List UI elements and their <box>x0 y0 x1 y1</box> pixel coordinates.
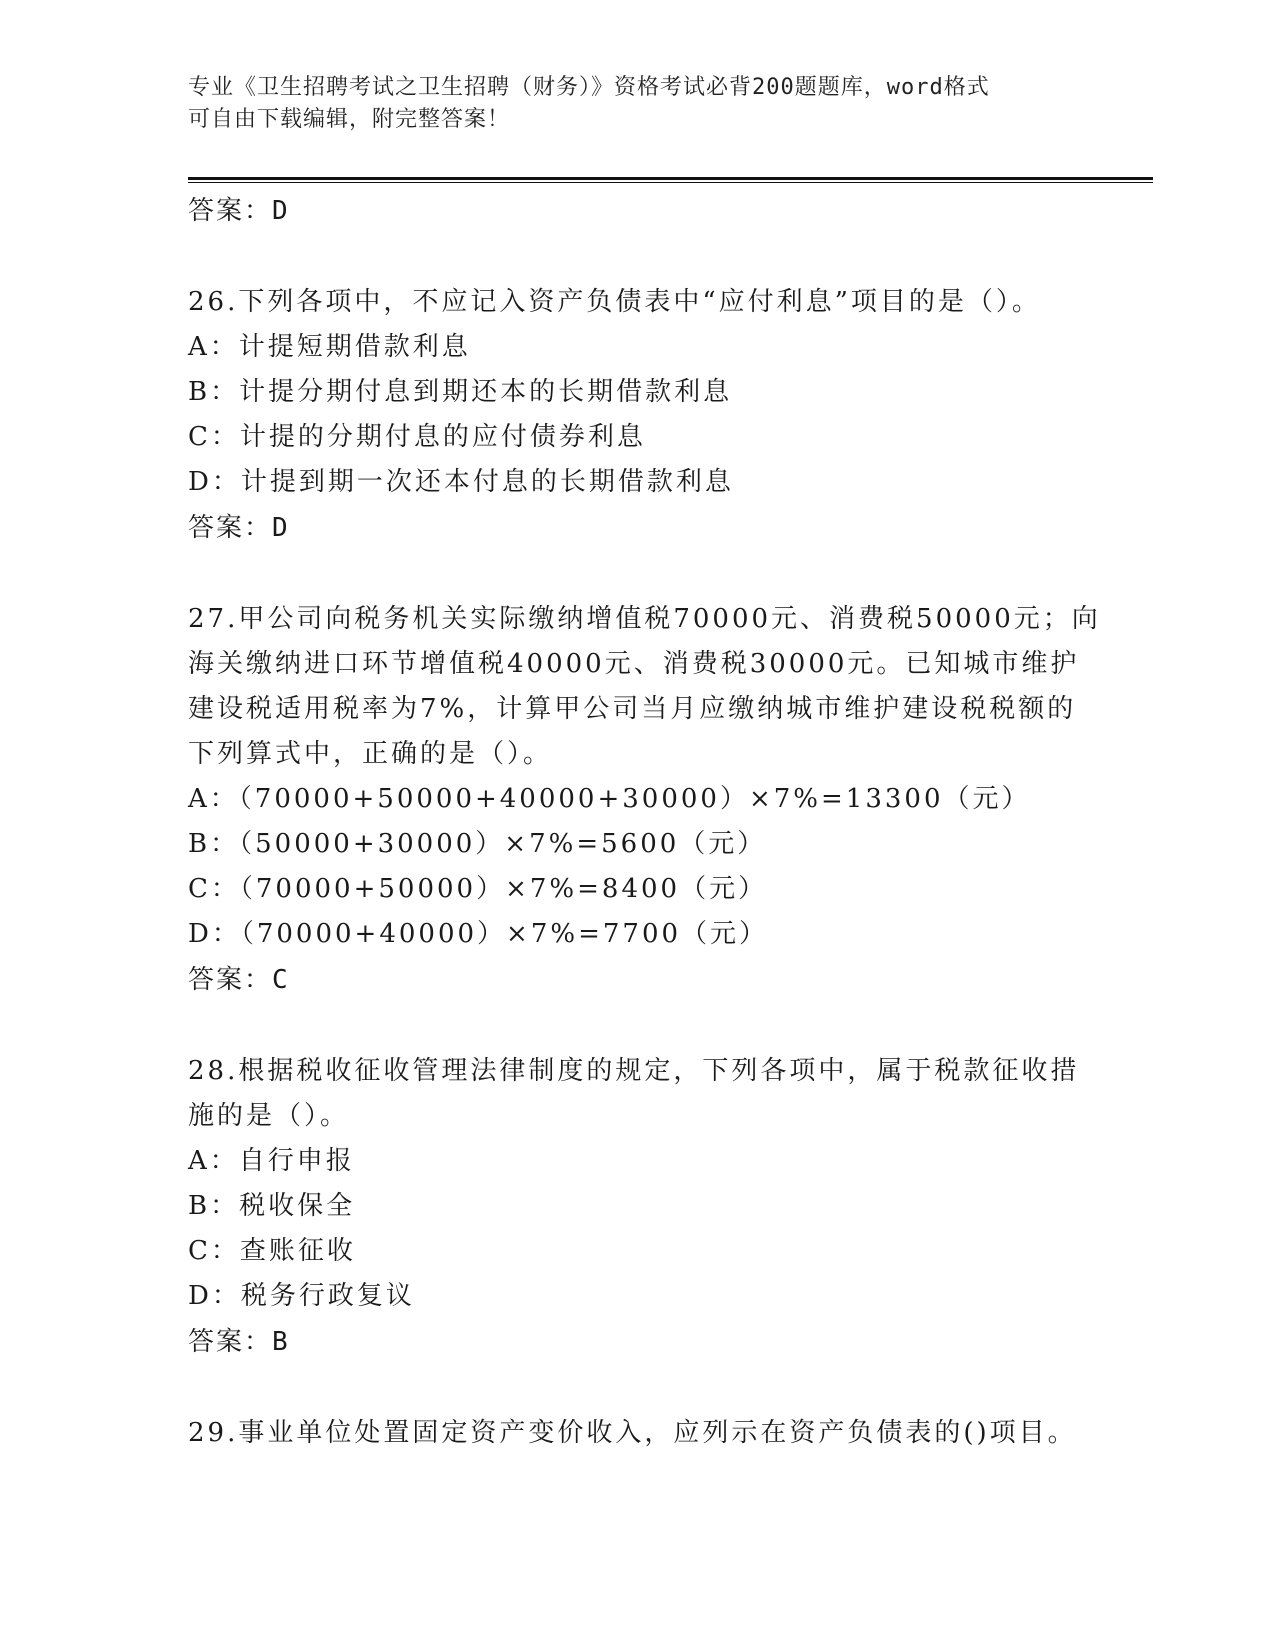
option-b: B：税收保全 <box>188 1191 356 1221</box>
option-a: A：（70000+50000+40000+30000）×7%=13300（元） <box>188 784 1031 814</box>
question-28 <box>188 1049 1088 1365</box>
page-header <box>188 72 1068 136</box>
option-c: C：查账征收 <box>188 1236 356 1266</box>
question-27 <box>188 597 1101 1003</box>
question-26 <box>188 280 1088 551</box>
answer-27: 答案：C <box>188 965 290 995</box>
option-d: D：（70000+40000）×7%=7700（元） <box>188 919 769 949</box>
answer-26: 答案：D <box>188 513 290 543</box>
option-a: A：自行申报 <box>188 1146 355 1176</box>
option-b: B：计提分期付息到期还本的长期借款利息 <box>188 377 733 407</box>
spacer <box>188 1365 1088 1411</box>
question-text: 26.下列各项中，不应记入资产负债表中“应付利息”项目的是（）。 <box>188 287 1041 317</box>
question-text: 下列算式中，正确的是（）。 <box>188 739 553 769</box>
question-list <box>188 188 1101 1456</box>
option-b: B：（50000+30000）×7%=5600（元） <box>188 829 767 859</box>
spacer <box>188 551 1088 597</box>
header-line-2: 可自由下载编辑，附完整答案！ <box>188 107 511 132</box>
question-text: 28.根据税收征收管理法律制度的规定，下列各项中，属于税款征收措 <box>188 1056 1080 1086</box>
question-text: 施的是（）。 <box>188 1101 350 1131</box>
option-d: D：税务行政复议 <box>188 1281 415 1311</box>
question-text: 建设税适用税率为7%，计算甲公司当月应缴纳城市维护建设税税额的 <box>188 694 1077 724</box>
option-c: C：（70000+50000）×7%=8400（元） <box>188 874 768 904</box>
question-text: 27.甲公司向税务机关实际缴纳增值税70000元、消费税50000元；向 <box>188 604 1101 634</box>
answer-28: 答案：B <box>188 1327 290 1357</box>
question-text: 29.事业单位处置固定资产变价收入，应列示在资产负债表的()项目。 <box>188 1418 1077 1448</box>
option-c: C：计提的分期付息的应付债券利息 <box>188 422 646 452</box>
spacer <box>188 234 1088 280</box>
option-d: D：计提到期一次还本付息的长期借款利息 <box>188 467 734 497</box>
question-text: 海关缴纳进口环节增值税40000元、消费税30000元。已知城市维护 <box>188 649 1080 679</box>
spacer <box>188 1003 1088 1049</box>
option-a: A：计提短期借款利息 <box>188 332 471 362</box>
answer-25: 答案：D <box>188 196 290 226</box>
header-line-1: 专业《卫生招聘考试之卫生招聘（财务）》资格考试必背200题题库，word格式 <box>188 75 990 100</box>
header-divider-thin <box>188 182 1153 183</box>
question-29 <box>188 1411 1088 1456</box>
header-divider <box>188 177 1153 180</box>
